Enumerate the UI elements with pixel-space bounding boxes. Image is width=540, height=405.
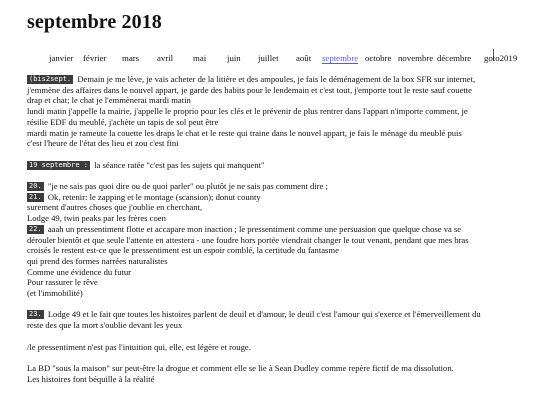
entry-tag: 20. bbox=[29, 182, 42, 190]
entry-line: reste des que la mort s'oublie devant les yeux bbox=[27, 320, 183, 331]
entry-line: Lodge 49, twin peaks par les frères coen bbox=[27, 213, 166, 224]
month-link-juillet[interactable]: juillet bbox=[258, 53, 279, 63]
entry-19-septembre bbox=[27, 160, 527, 171]
entry-line: Ok, retenir: le zapping et le montage (scansion); donut county bbox=[47, 191, 261, 202]
entry-line: La BD "sous la maison" sur peut-être la drogue et comment elle se lie à Sean Dudley comme repère fictif de ma dissolution. bbox=[27, 362, 454, 373]
entry-line: j'emmène des affaires dans le nouvel appart, je garde des habits pour le lendemain et c'est tout, j'emporte tout le reste sauf couette bbox=[27, 84, 472, 95]
entry-tag: 23. bbox=[29, 310, 42, 319]
entry-bd bbox=[27, 363, 527, 384]
entry-pressentiment bbox=[27, 342, 527, 353]
entry-tag: (bis2sept. bbox=[29, 75, 72, 83]
entry-line: /le pressentiment n'est pas l'intuition qui, elle, est légère et rouge. bbox=[27, 341, 251, 352]
entry-line: surement d'autres choses que j'oublie en cherchant, bbox=[27, 202, 203, 213]
entry-line: Comme une évidence du futur bbox=[27, 266, 132, 277]
month-link-fevrier[interactable]: février bbox=[83, 53, 107, 63]
page-title: septembre 2018 bbox=[27, 11, 162, 33]
month-link-decembre[interactable]: décembre bbox=[437, 53, 472, 63]
entry-line: lundi matin j'appelle la mairie, j'appelle le proprio pour les clés et le prévenir de plus rentrer dans l'appart n'importe comment, je bbox=[27, 106, 468, 117]
month-link-juin[interactable]: juin bbox=[227, 53, 241, 63]
entry-line: Pour rassurer le rêve bbox=[27, 277, 98, 288]
month-link-janvier[interactable]: janvier bbox=[49, 53, 74, 63]
entry-tag: 22. bbox=[29, 224, 42, 233]
entry-20 bbox=[27, 181, 527, 299]
entry-line: qui prend des formes narrées naturalistes bbox=[27, 255, 168, 266]
entry-line: drap et chat; le chat je l'emmènerai mardi matin bbox=[27, 95, 191, 106]
entry-line: "je ne sais pas quoi dire ou de quoi parler" ou plutôt je ne sais pas comment dire ; bbox=[47, 181, 328, 191]
month-link-novembre[interactable]: novembre bbox=[398, 53, 434, 63]
entry-line: mardi matin je rameute la couette les draps le chat et le reste qui traine dans le nouvel appart, je fais le ménage du meublé puis bbox=[27, 127, 462, 138]
entry-line: dérouler bientôt et que seule l'attente en attestera - une foudre hors portée viendrait changer le tout venant, pendant que mes bras bbox=[27, 234, 469, 245]
month-link-septembre[interactable]: septembre bbox=[322, 53, 359, 63]
entry-line: Demain je me lève, je vais acheter de la litière et des ampoules, je fais le déménagement de la box SFR sur internet, bbox=[77, 74, 476, 84]
entry-line: (et l'immobilité) bbox=[27, 288, 83, 299]
entry-line: la séance ratée "c'est pas les sujets qui manquent" bbox=[94, 159, 265, 170]
month-link-mars[interactable]: mars bbox=[122, 53, 140, 63]
entry-tag: 19 septembre : bbox=[29, 160, 89, 169]
entry-line: c'est l'heure de l'état des lieu et zou c'est fini bbox=[27, 138, 179, 149]
entry-23 bbox=[27, 309, 527, 330]
entry-line: Les histoires font béquille à la réalité bbox=[27, 373, 155, 384]
entry-line: aaah un pressentiment flotte et accapare mon inaction ; le pressentiment comme une persuasion que quelque chose va se bbox=[47, 223, 462, 234]
entry-tag: 21. bbox=[29, 192, 42, 201]
goto-2019-link[interactable]: goto2019 bbox=[484, 53, 518, 63]
journal-content bbox=[27, 74, 527, 384]
month-nav bbox=[27, 53, 533, 75]
entry-bis2sept bbox=[27, 74, 527, 149]
month-link-avril[interactable]: avril bbox=[157, 53, 174, 63]
entry-line: résilie EDF du meublé, j'achète un tapis de sol peut être bbox=[27, 116, 219, 127]
month-link-aout[interactable]: août bbox=[296, 53, 312, 63]
month-link-octobre[interactable]: octobre bbox=[365, 53, 392, 63]
entry-line: croisés le restent est-ce que le pressentiment est un espoir comblé, la certitude du fantasme bbox=[27, 245, 339, 256]
month-link-mai[interactable]: mai bbox=[193, 53, 207, 63]
entry-line: Lodge 49 et le fait que toutes les histoires parlent de deuil et d'amour, le deuil c'est l'amour qui s'exerce et l'émerveillement du bbox=[47, 309, 481, 320]
